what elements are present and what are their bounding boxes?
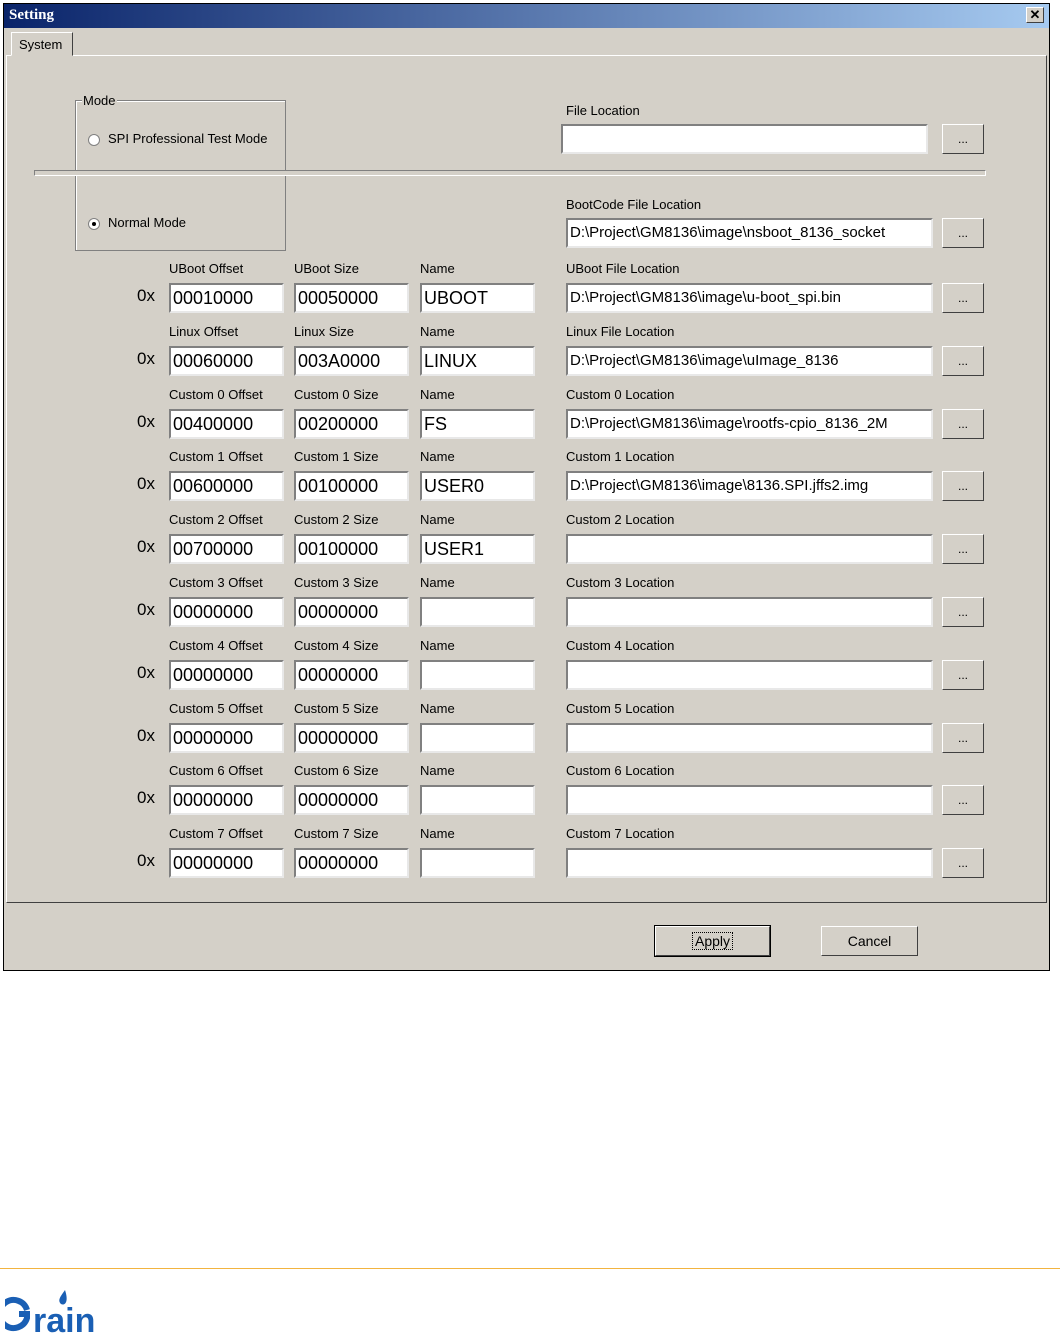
normal-mode-label[interactable]: Normal Mode [108,215,187,230]
hex-prefix: 0x [137,663,155,682]
name-label: Name [420,449,455,464]
location-input[interactable]: D:\Project\GM8136\image\rootfs-cpio_8136_2M [566,409,933,439]
location-input[interactable] [566,534,933,564]
size-input[interactable]: 00100000 [294,471,409,501]
offset-input[interactable]: 00600000 [169,471,284,501]
location-input[interactable] [566,723,933,753]
name-input[interactable] [420,660,535,690]
location-label: Custom 3 Location [566,575,675,590]
location-input[interactable] [566,848,933,878]
file-location-label: File Location [566,103,640,118]
location-input[interactable] [566,785,933,815]
offset-label: Custom 6 Offset [169,763,263,778]
browse-button[interactable]: ... [942,346,984,376]
close-button[interactable]: ✕ [1026,7,1044,23]
name-label: Name [420,701,455,716]
window-title: Setting [9,7,54,23]
name-label: Name [420,324,455,339]
separator [34,170,986,176]
offset-input[interactable]: 00000000 [169,597,284,627]
offset-input[interactable]: 00000000 [169,660,284,690]
browse-button[interactable]: ... [942,660,984,690]
location-input[interactable] [566,660,933,690]
location-label: Linux File Location [566,324,675,339]
size-label: Custom 0 Size [294,387,379,402]
size-input[interactable]: 00000000 [294,848,409,878]
location-label: Custom 4 Location [566,638,675,653]
offset-label: Custom 5 Offset [169,701,263,716]
name-input[interactable]: USER0 [420,471,535,501]
bootcode-location-input[interactable]: D:\Project\GM8136\image\nsboot_8136_socket [566,218,933,248]
hex-prefix: 0x [137,851,155,870]
name-label: Name [420,826,455,841]
offset-input[interactable]: 00000000 [169,785,284,815]
name-label: Name [420,575,455,590]
offset-label: Custom 0 Offset [169,387,263,402]
browse-button[interactable]: ... [942,534,984,564]
location-label: Custom 2 Location [566,512,675,527]
location-input[interactable] [566,597,933,627]
name-label: Name [420,638,455,653]
hex-prefix: 0x [137,349,155,368]
file-location-input[interactable] [561,124,928,154]
size-label: Custom 1 Size [294,449,379,464]
hex-prefix: 0x [137,788,155,807]
size-input[interactable]: 00000000 [294,597,409,627]
size-label: Custom 4 Size [294,638,379,653]
mode-legend: Mode [83,93,116,108]
location-label: Custom 1 Location [566,449,675,464]
svg-text:rain: rain [33,1302,96,1334]
size-input[interactable]: 00000000 [294,785,409,815]
bootcode-location-label: BootCode File Location [566,197,702,212]
size-label: Custom 5 Size [294,701,379,716]
name-label: Name [420,512,455,527]
title-bar[interactable] [4,4,1049,28]
offset-label: Custom 7 Offset [169,826,263,841]
hex-prefix: 0x [137,600,155,619]
size-input[interactable]: 00000000 [294,660,409,690]
hex-prefix: 0x [137,726,155,745]
hex-prefix: 0x [137,474,155,493]
spi-test-mode-radio[interactable] [88,134,100,146]
name-input[interactable] [420,723,535,753]
footer-divider [0,1268,1060,1269]
offset-label: UBoot Offset [169,261,244,276]
spi-test-mode-label[interactable]: SPI Professional Test Mode [108,131,268,146]
browse-button[interactable]: ... [942,409,984,439]
tab-system[interactable]: System [11,32,73,56]
size-label: Linux Size [294,324,354,339]
bootcode-browse-button[interactable]: ... [942,218,984,248]
grain-logo [5,1288,115,1334]
name-label: Name [420,763,455,778]
apply-button[interactable] [655,926,770,956]
offset-label: Custom 2 Offset [169,512,263,527]
name-input[interactable]: USER1 [420,534,535,564]
settings-dialog [3,3,1050,971]
offset-input[interactable]: 00060000 [169,346,284,376]
browse-button[interactable]: ... [942,471,984,501]
size-input[interactable]: 00050000 [294,283,409,313]
name-input[interactable] [420,597,535,627]
browse-button[interactable]: ... [942,785,984,815]
size-input[interactable]: 003A0000 [294,346,409,376]
browse-button[interactable]: ... [942,283,984,313]
name-label: Name [420,387,455,402]
apply-label: Apply [694,933,731,949]
size-input[interactable]: 00100000 [294,534,409,564]
size-label: Custom 6 Size [294,763,379,778]
name-input[interactable]: LINUX [420,346,535,376]
offset-input[interactable]: 00000000 [169,848,284,878]
offset-input[interactable]: 00000000 [169,723,284,753]
name-input[interactable]: UBOOT [420,283,535,313]
hex-prefix: 0x [137,412,155,431]
hex-prefix: 0x [137,537,155,556]
location-input[interactable]: D:\Project\GM8136\image\u-boot_spi.bin [566,283,933,313]
location-input[interactable]: D:\Project\GM8136\image\8136.SPI.jffs2.img [566,471,933,501]
size-input[interactable]: 00200000 [294,409,409,439]
offset-label: Custom 1 Offset [169,449,263,464]
location-label: Custom 5 Location [566,701,675,716]
normal-mode-radio[interactable] [88,218,100,230]
size-label: Custom 3 Size [294,575,379,590]
size-label: Custom 7 Size [294,826,379,841]
name-label: Name [420,261,455,276]
offset-label: Custom 3 Offset [169,575,263,590]
hex-prefix: 0x [137,286,155,305]
file-location-browse-button[interactable]: ... [942,124,984,154]
offset-label: Custom 4 Offset [169,638,263,653]
location-label: Custom 7 Location [566,826,675,841]
location-label: Custom 6 Location [566,763,675,778]
grain-logo-graphic [5,1288,115,1334]
browse-button[interactable]: ... [942,723,984,753]
offset-label: Linux Offset [169,324,239,339]
browse-button[interactable]: ... [942,848,984,878]
size-input[interactable]: 00000000 [294,723,409,753]
name-input[interactable]: FS [420,409,535,439]
offset-input[interactable]: 00700000 [169,534,284,564]
name-input[interactable] [420,785,535,815]
location-input[interactable]: D:\Project\GM8136\image\uImage_8136 [566,346,933,376]
location-label: Custom 0 Location [566,387,675,402]
size-label: Custom 2 Size [294,512,379,527]
cancel-button[interactable]: Cancel [821,926,918,956]
location-label: UBoot File Location [566,261,680,276]
offset-input[interactable]: 00400000 [169,409,284,439]
offset-input[interactable]: 00010000 [169,283,284,313]
name-input[interactable] [420,848,535,878]
browse-button[interactable]: ... [942,597,984,627]
size-label: UBoot Size [294,261,360,276]
